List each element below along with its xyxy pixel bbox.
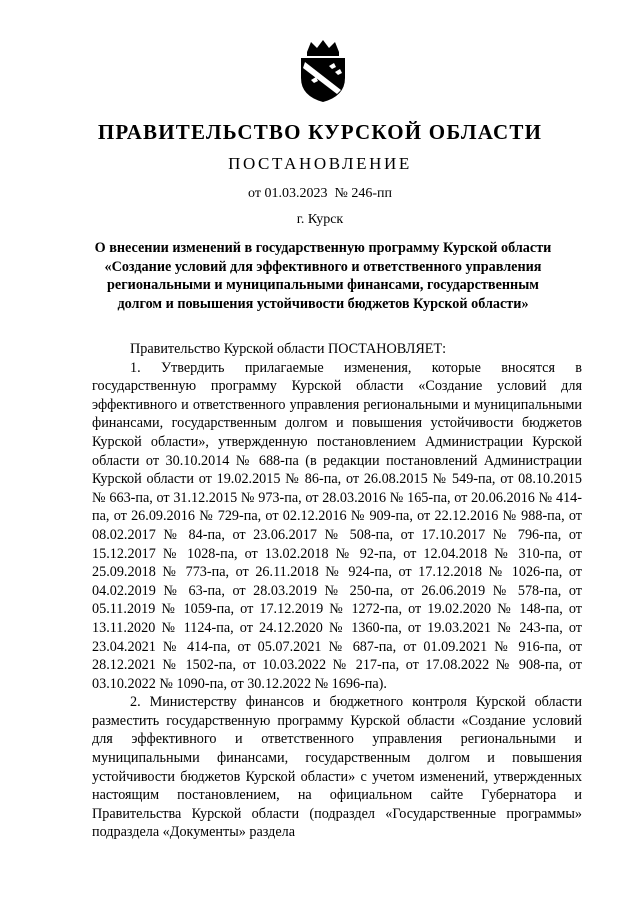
preamble: Правительство Курской области ПОСТАНОВЛЯЕТ: [130,341,447,357]
document-date-number: от 01.03.2023 № 246-пп [248,186,392,201]
document-body [92,340,582,842]
document-heading: О внесении изменений в государственную программу Курской области «Создание условий для эффективного и ответственного управления региональными и муниципальными финансами, государственным долгом и повышения устойчивости бюджетов Курской области» [94,240,552,312]
document-city: г. Курск [296,212,344,227]
kursk-coat-of-arms-icon [295,38,351,104]
document-type: ПОСТАНОВЛЕНИЕ [228,154,412,173]
paragraph-item-2: 2. Министерству финансов и бюджетного контроля Курской области разместить государственную программу Курской области «Создание условий для эффективного и ответственного управления региональными и муниципальными финансами, государственным долгом и повышения устойчивости бюджетов Курской области» с учетом изменений, утвержденных настоящим постановлением, на официальном сайте Губернатора и Правительства Курской области (подраздел «Государственные программы» подраздела «Документы» раздела [92,694,582,841]
paragraph-item-1: 1. Утвердить прилагаемые изменения, которые вносятся в государственную программу Курской области «Создание условий для эффективного и ответственного управления региональными и муниципальными финансами, государственным долгом и повышения устойчивости бюджетов Курской области», утвержденную постановлением Администрации Курской области от 30.10.2014 № 688-па (в редакции постановлений Администрации Курской области от 19.02.2015 № 86-па, от 26.08.2015 № 549-па, от 08.10.2015 № 663-па, от 31.12.2015 № 973-па, от 28.03.2016 № 165-па, от 20.06.2016 № 414-па, от 26.09.2016 № 729-па, от 02.12.2016 № 909-па, от 22.12.2016 № 988-па, от 08.02.2017 № 84-па, от 23.06.2017 № 508-па, от 17.10.2017 № 796-па, от 15.12.2017 № 1028-па, от 13.02.2018 № 92-па, от 12.04.2018 № 310-па, от 25.09.2018 № 773-па, от 26.11.2018 № 924-па, от 17.12.2018 № 1026-па, от 04.02.2019 № 63-па, от 28.03.2019 № 250-па, от 26.06.2019 № 578-па, от 05.11.2019 № 1059-па, от 17.12.2019 № 1272-па, от 19.02.2020 № 148-па, от 13.11.2020 № 1124-па, от 24.12.2020 № 1360-па, от 19.03.2021 № 243-па, от 23.04.2021 № 414-па, от 05.07.2021 № 687-па, от 01.09.2021 № 916-па, от 28.12.2021 № 1502-па, от 10.03.2022 № 217-па, от 17.08.2022 № 908-па, от 03.10.2022 № 1090-па, от 30.12.2022 № 1696-па). [92,359,582,692]
organization-title: ПРАВИТЕЛЬСТВО КУРСКОЙ ОБЛАСТИ [97,120,543,144]
